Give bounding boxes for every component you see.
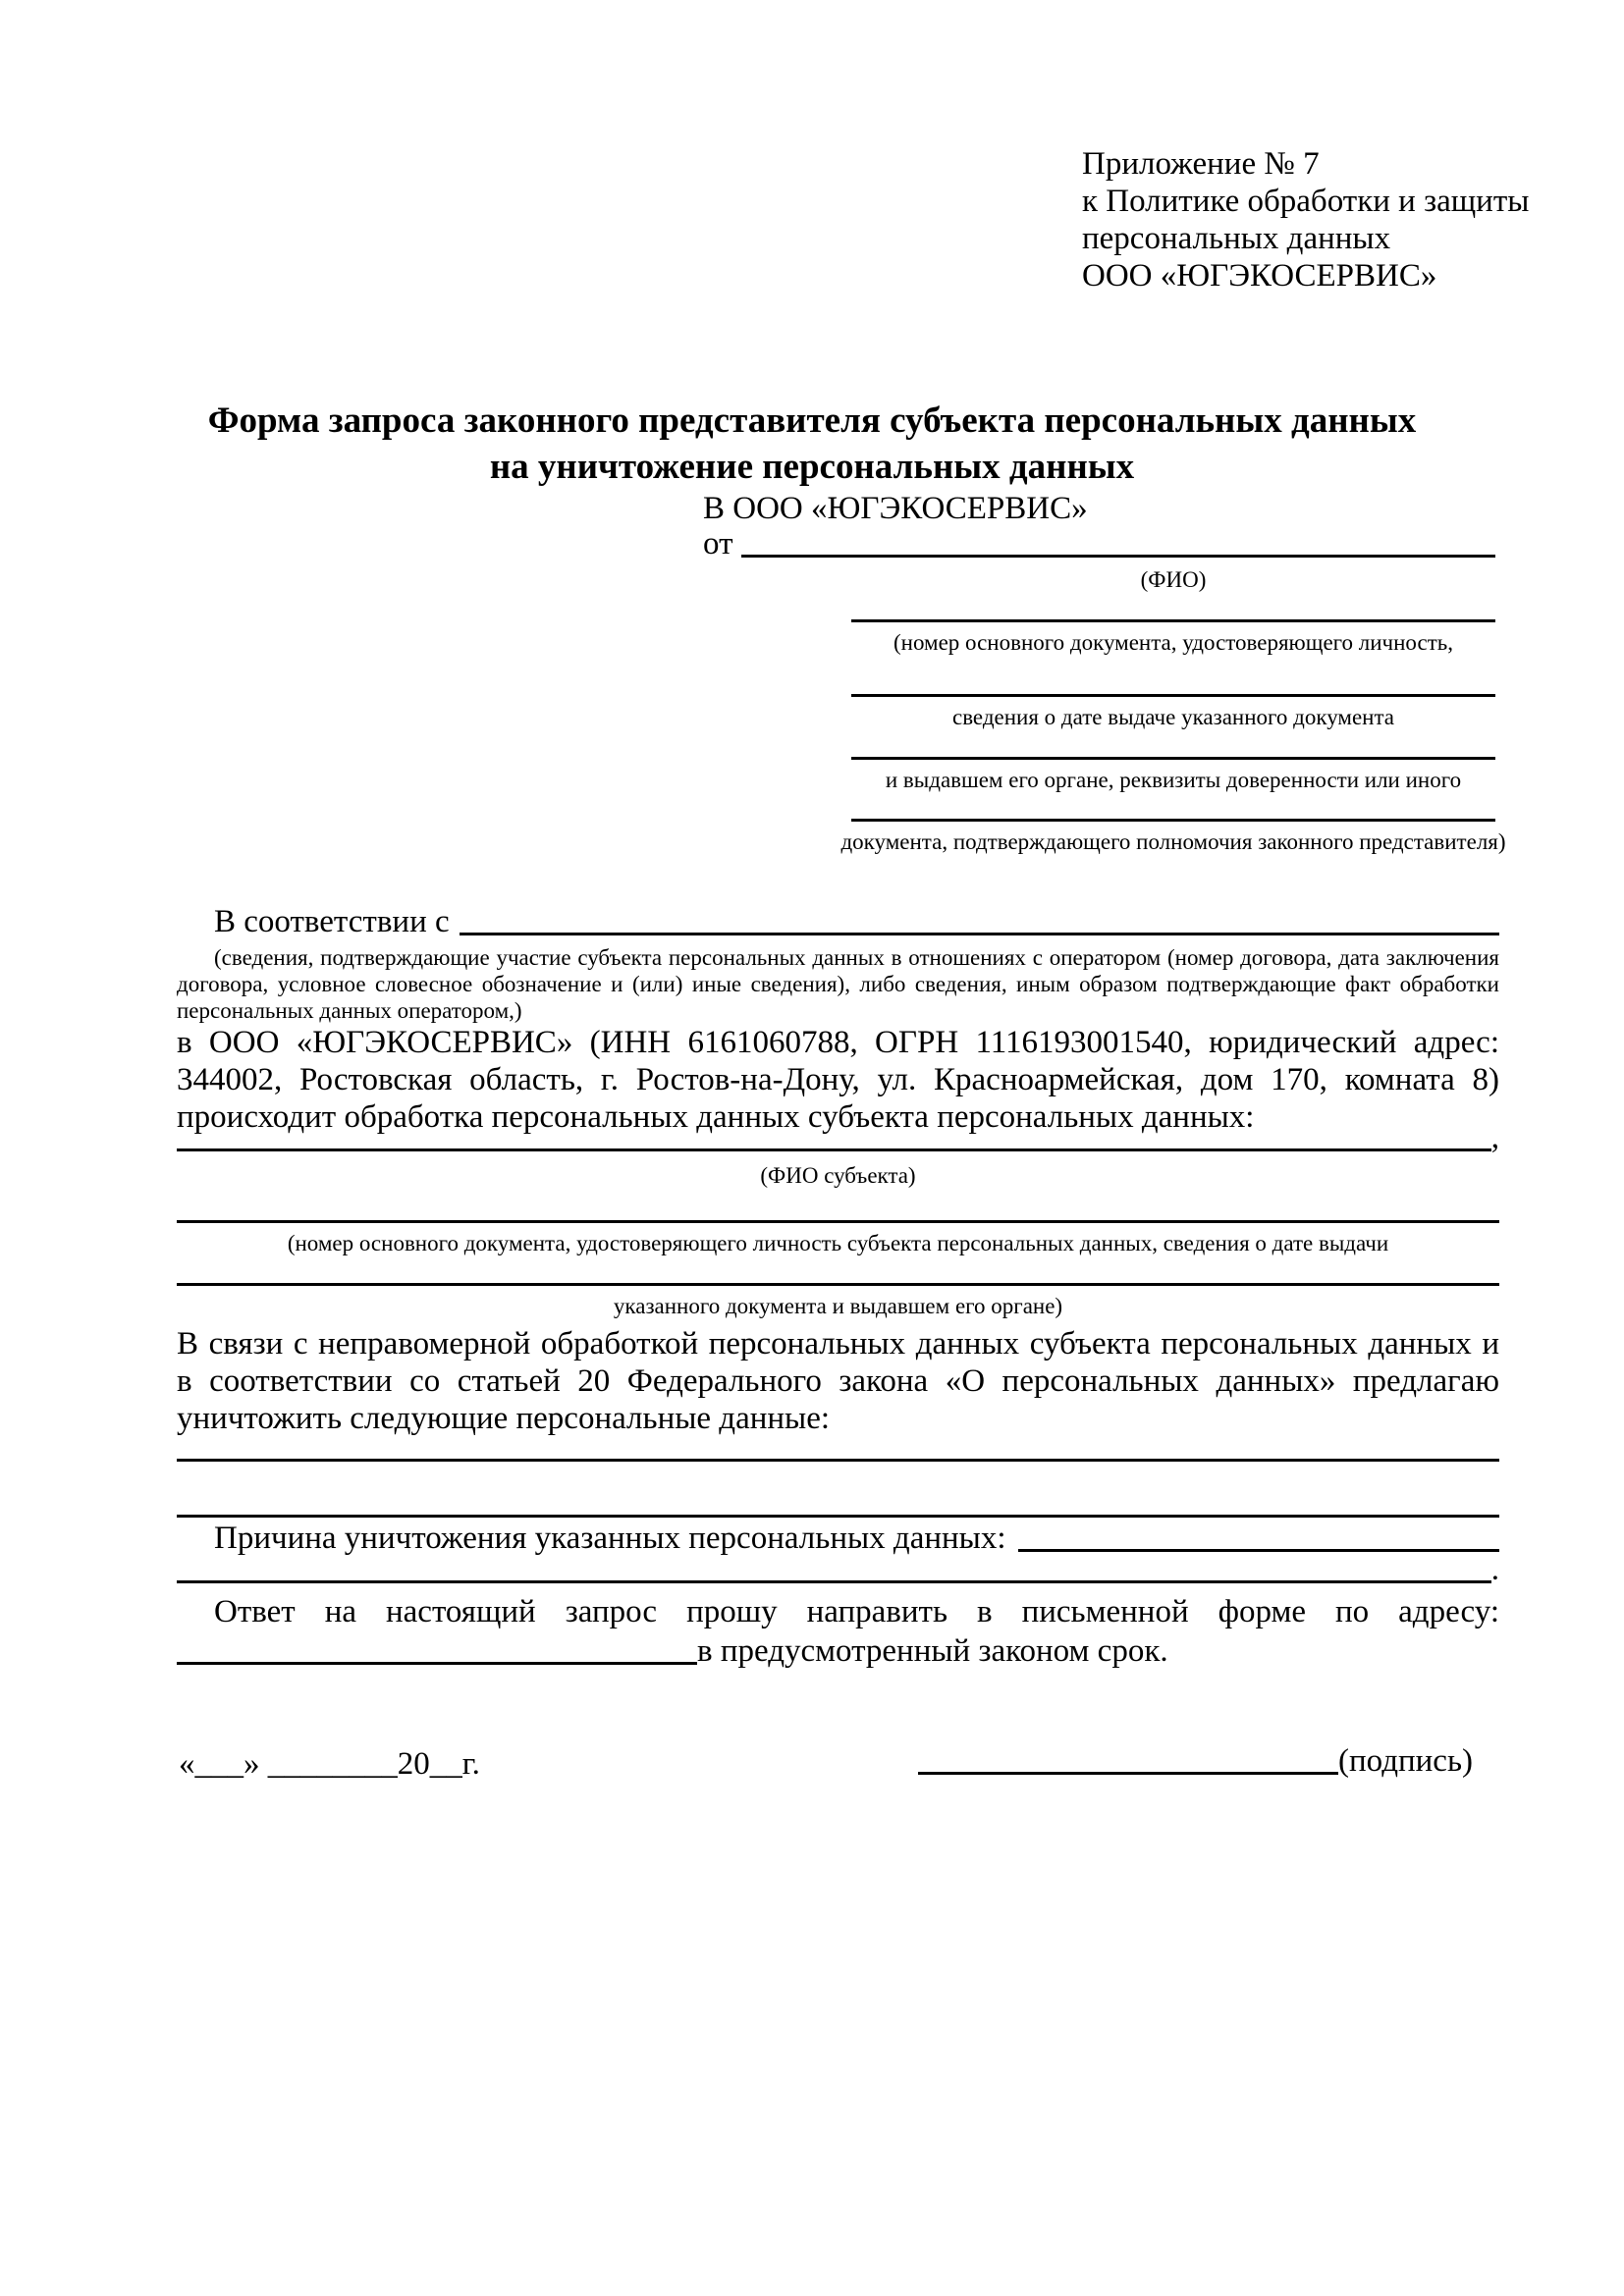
reason-label: Причина уничтожения указанных персональных данных: (214, 1521, 1006, 1556)
from-row (703, 525, 1495, 562)
appendix-note-line: Приложение № 7 (1082, 146, 1320, 182)
data-blank-line-1 (177, 1459, 1499, 1462)
accordance-lead: В соответствии с (214, 904, 450, 939)
signature-row (918, 1742, 1483, 1780)
subject-fio-caption: (ФИО субъекта) (760, 1163, 916, 1188)
rep-doc-caption-4: документа, подтверждающего полномочия законного представителя) (840, 829, 1506, 854)
addressee-line: В ООО «ЮГЭКОСЕРВИС» (703, 491, 1088, 526)
reason-continue-row (177, 1551, 1499, 1588)
document-title (79, 398, 1545, 490)
reason-blank-2 (177, 1554, 1491, 1583)
appendix-note-line: персональных данных (1082, 221, 1391, 256)
reason-blank (1018, 1522, 1499, 1552)
accordance-note: (сведения, подтверждающие участие субъекта персональных данных в отношениях с оператором (номер договора, дата заключения договора, условное словесное обозначение и (или) иные сведения), либо сведения, иным образом подтверждающие факт обработки персональных данных оператором,) (177, 945, 1499, 1023)
appendix-note (1082, 145, 1529, 294)
accordance-row (177, 903, 1499, 940)
answer-address-row (177, 1632, 1404, 1670)
rep-doc-blank-2 (851, 694, 1495, 697)
appendix-note-line: к Политике обработки и защиты (1082, 184, 1530, 219)
from-label: от (703, 526, 733, 561)
rep-doc-caption-1: (номер основного документа, удостоверяющего личность, (893, 630, 1453, 655)
rep-doc-caption-3: и выдавшем его органе, реквизиты доверенности или иного (885, 768, 1462, 792)
subject-fio-comma: , (1490, 1120, 1499, 1155)
operator-paragraph: в ООО «ЮГЭКОСЕРВИС» (ИНН 6161060788, ОГРН 1116193001540, юридический адрес: 344002, Ростовская область, г. Ростов-на-Дону, ул. Красноармейская, дом 170, комната 8) происходит обработка персональных данных субъекта персональных данных: (177, 1025, 1499, 1135)
subject-doc-blank-2 (177, 1283, 1499, 1286)
answer-address-blank (177, 1635, 697, 1665)
accordance-blank (460, 906, 1499, 935)
request-paragraph: В связи с неправомерной обработкой персональных данных субъекта персональных данных и в соответствии со статьей 20 Федерального закона «О персональных данных» предлагаю уничтожить следующие персональные данные: (177, 1326, 1499, 1436)
appendix-note-line: ООО «ЮГЭКОСЕРВИС» (1082, 258, 1437, 294)
signature-blank (918, 1745, 1338, 1775)
title-line-2: на уничтожение персональных данных (489, 447, 1135, 487)
reason-period: . (1490, 1552, 1499, 1587)
fio-caption: (ФИО) (1140, 567, 1207, 592)
subject-fio-row (177, 1119, 1499, 1156)
rep-doc-blank-1 (851, 619, 1495, 622)
subject-doc-caption-2: указанного документа и выдавшем его органе) (613, 1294, 1063, 1318)
date-blank: «___» ________20__г. (179, 1746, 480, 1782)
answer-lead: Ответ на настоящий запрос прошу направить в письменной форме по адресу: (214, 1594, 1499, 1629)
subject-fio-blank (177, 1122, 1491, 1151)
signature-caption: (подпись) (1338, 1743, 1473, 1779)
subject-doc-caption-1: (номер основного документа, удостоверяющего личность субъекта персональных данных, сведения о дате выдачи (287, 1231, 1389, 1255)
rep-doc-caption-2: сведения о дате выдаче указанного документа (951, 705, 1395, 729)
rep-doc-blank-4 (851, 819, 1495, 822)
answer-tail: в предусмотренный законом срок. (697, 1633, 1168, 1669)
rep-doc-blank-3 (851, 757, 1495, 760)
title-line-1: Форма запроса законного представителя субъекта персональных данных (207, 400, 1417, 441)
data-blank-line-2 (177, 1515, 1499, 1518)
from-name-blank (741, 528, 1496, 558)
subject-doc-blank-1 (177, 1220, 1499, 1223)
